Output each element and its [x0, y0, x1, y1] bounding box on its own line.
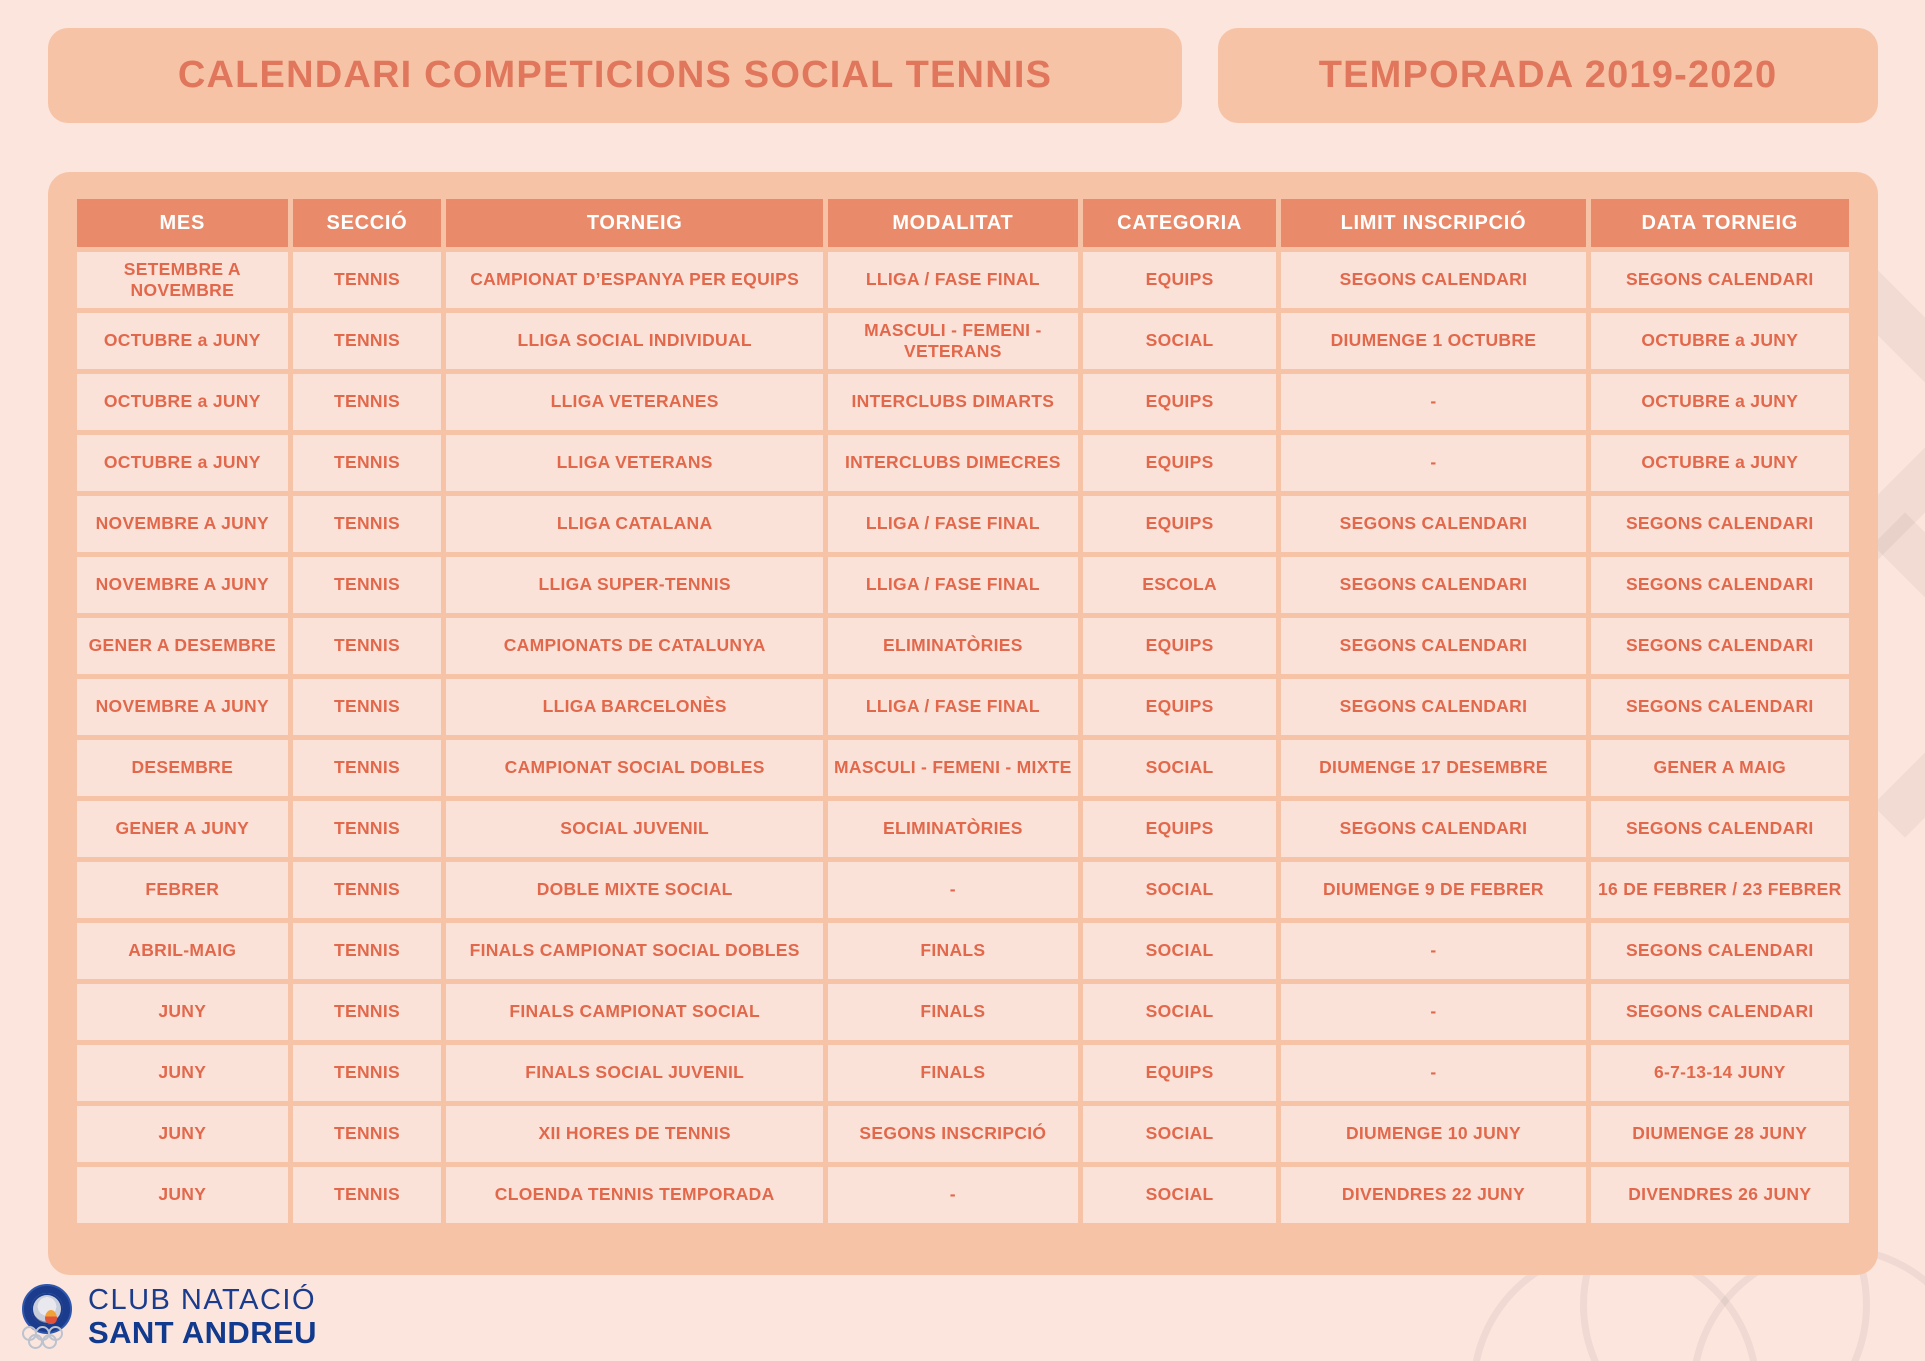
- column-header-limit: LIMIT INSCRIPCIÓ: [1281, 199, 1585, 247]
- club-crest-icon: [18, 1284, 76, 1350]
- cell-categoria: EQUIPS: [1083, 252, 1277, 308]
- cell-seccio: TENNIS: [293, 496, 442, 552]
- cell-torneig: FINALS CAMPIONAT SOCIAL DOBLES: [446, 923, 822, 979]
- club-logo-text: [88, 1286, 317, 1348]
- cell-limit-inscripcio: DIUMENGE 9 DE FEBRER: [1281, 862, 1585, 918]
- cell-mes: JUNY: [77, 984, 288, 1040]
- cell-data-torneig: SEGONS CALENDARI: [1591, 984, 1849, 1040]
- season-label: TEMPORADA 2019-2020: [1318, 54, 1778, 96]
- table-row: [77, 252, 1849, 308]
- cell-limit-inscripcio: -: [1281, 984, 1585, 1040]
- cell-mes: OCTUBRE a JUNY: [77, 374, 288, 430]
- cell-mes: DESEMBRE: [77, 740, 288, 796]
- table-row: [77, 679, 1849, 735]
- cell-mes: JUNY: [77, 1045, 288, 1101]
- cell-categoria: EQUIPS: [1083, 801, 1277, 857]
- cell-data-torneig: SEGONS CALENDARI: [1591, 618, 1849, 674]
- page-header: [0, 0, 1925, 148]
- column-header-categoria: CATEGORIA: [1083, 199, 1277, 247]
- cell-mes: GENER A DESEMBRE: [77, 618, 288, 674]
- cell-data-torneig: SEGONS CALENDARI: [1591, 496, 1849, 552]
- cell-seccio: TENNIS: [293, 252, 442, 308]
- table-header-row: [77, 199, 1849, 247]
- calendar-panel: [48, 172, 1878, 1275]
- cell-categoria: EQUIPS: [1083, 679, 1277, 735]
- cell-torneig: FINALS CAMPIONAT SOCIAL: [446, 984, 822, 1040]
- cell-seccio: TENNIS: [293, 374, 442, 430]
- cell-mes: NOVEMBRE A JUNY: [77, 557, 288, 613]
- cell-torneig: XII HORES DE TENNIS: [446, 1106, 822, 1162]
- cell-torneig: LLIGA VETERANES: [446, 374, 822, 430]
- cell-categoria: EQUIPS: [1083, 1045, 1277, 1101]
- cell-modalitat: ELIMINATÒRIES: [828, 618, 1078, 674]
- table-row: [77, 923, 1849, 979]
- cell-torneig: SOCIAL JUVENIL: [446, 801, 822, 857]
- cell-torneig: LLIGA SOCIAL INDIVIDUAL: [446, 313, 822, 369]
- cell-limit-inscripcio: DIUMENGE 10 JUNY: [1281, 1106, 1585, 1162]
- cell-categoria: SOCIAL: [1083, 923, 1277, 979]
- cell-mes: GENER A JUNY: [77, 801, 288, 857]
- column-header-torneig: TORNEIG: [446, 199, 822, 247]
- cell-modalitat: SEGONS INSCRIPCIÓ: [828, 1106, 1078, 1162]
- page-title: CALENDARI COMPETICIONS SOCIAL TENNIS: [177, 54, 1053, 96]
- cell-modalitat: LLIGA / FASE FINAL: [828, 252, 1078, 308]
- cell-limit-inscripcio: -: [1281, 435, 1585, 491]
- column-header-mes: MES: [77, 199, 288, 247]
- cell-data-torneig: 6-7-13-14 JUNY: [1591, 1045, 1849, 1101]
- table-row: [77, 374, 1849, 430]
- cell-modalitat: -: [828, 1167, 1078, 1223]
- table-row: [77, 496, 1849, 552]
- cell-categoria: EQUIPS: [1083, 618, 1277, 674]
- cell-modalitat: ELIMINATÒRIES: [828, 801, 1078, 857]
- cell-limit-inscripcio: SEGONS CALENDARI: [1281, 496, 1585, 552]
- cell-seccio: TENNIS: [293, 618, 442, 674]
- table-row: [77, 740, 1849, 796]
- cell-mes: JUNY: [77, 1106, 288, 1162]
- cell-seccio: TENNIS: [293, 862, 442, 918]
- cell-seccio: TENNIS: [293, 435, 442, 491]
- cell-seccio: TENNIS: [293, 801, 442, 857]
- cell-seccio: TENNIS: [293, 1045, 442, 1101]
- cell-mes: JUNY: [77, 1167, 288, 1223]
- table-row: [77, 1045, 1849, 1101]
- cell-limit-inscripcio: DIVENDRES 22 JUNY: [1281, 1167, 1585, 1223]
- competition-calendar-table: [72, 194, 1854, 1228]
- cell-categoria: SOCIAL: [1083, 1106, 1277, 1162]
- cell-data-torneig: OCTUBRE a JUNY: [1591, 313, 1849, 369]
- cell-data-torneig: OCTUBRE a JUNY: [1591, 435, 1849, 491]
- cell-seccio: TENNIS: [293, 984, 442, 1040]
- cell-data-torneig: GENER A MAIG: [1591, 740, 1849, 796]
- club-logo-line-1: CLUB NATACIÓ: [88, 1284, 317, 1316]
- cell-torneig: CAMPIONAT SOCIAL DOBLES: [446, 740, 822, 796]
- cell-modalitat: LLIGA / FASE FINAL: [828, 679, 1078, 735]
- cell-seccio: TENNIS: [293, 740, 442, 796]
- table-body: [77, 252, 1849, 1223]
- cell-mes: OCTUBRE a JUNY: [77, 435, 288, 491]
- cell-torneig: DOBLE MIXTE SOCIAL: [446, 862, 822, 918]
- olympic-rings-icon: [22, 1324, 72, 1350]
- cell-categoria: EQUIPS: [1083, 374, 1277, 430]
- cell-data-torneig: SEGONS CALENDARI: [1591, 923, 1849, 979]
- cell-data-torneig: SEGONS CALENDARI: [1591, 252, 1849, 308]
- table-row: [77, 984, 1849, 1040]
- cell-data-torneig: OCTUBRE a JUNY: [1591, 374, 1849, 430]
- cell-torneig: CLOENDA TENNIS TEMPORADA: [446, 1167, 822, 1223]
- cell-modalitat: FINALS: [828, 984, 1078, 1040]
- cell-modalitat: MASCULI - FEMENI - VETERANS: [828, 313, 1078, 369]
- cell-torneig: CAMPIONAT D’ESPANYA PER EQUIPS: [446, 252, 822, 308]
- cell-limit-inscripcio: SEGONS CALENDARI: [1281, 618, 1585, 674]
- cell-modalitat: INTERCLUBS DIMECRES: [828, 435, 1078, 491]
- table-header: [77, 199, 1849, 247]
- cell-seccio: TENNIS: [293, 923, 442, 979]
- cell-categoria: SOCIAL: [1083, 984, 1277, 1040]
- cell-seccio: TENNIS: [293, 557, 442, 613]
- table-row: [77, 1106, 1849, 1162]
- cell-data-torneig: DIVENDRES 26 JUNY: [1591, 1167, 1849, 1223]
- cell-torneig: LLIGA VETERANS: [446, 435, 822, 491]
- cell-modalitat: FINALS: [828, 923, 1078, 979]
- cell-modalitat: -: [828, 862, 1078, 918]
- cell-modalitat: FINALS: [828, 1045, 1078, 1101]
- crest-flame-icon: [45, 1310, 57, 1324]
- cell-mes: FEBRER: [77, 862, 288, 918]
- column-header-data: DATA TORNEIG: [1591, 199, 1849, 247]
- cell-mes: SETEMBRE A NOVEMBRE: [77, 252, 288, 308]
- cell-torneig: LLIGA SUPER-TENNIS: [446, 557, 822, 613]
- table-row: [77, 557, 1849, 613]
- cell-limit-inscripcio: SEGONS CALENDARI: [1281, 679, 1585, 735]
- cell-limit-inscripcio: SEGONS CALENDARI: [1281, 557, 1585, 613]
- club-logo-line-2: SANT ANDREU: [88, 1315, 317, 1350]
- cell-mes: NOVEMBRE A JUNY: [77, 496, 288, 552]
- cell-categoria: EQUIPS: [1083, 496, 1277, 552]
- cell-categoria: SOCIAL: [1083, 313, 1277, 369]
- cell-seccio: TENNIS: [293, 1106, 442, 1162]
- column-header-seccio: SECCIÓ: [293, 199, 442, 247]
- cell-limit-inscripcio: -: [1281, 923, 1585, 979]
- cell-torneig: FINALS SOCIAL JUVENIL: [446, 1045, 822, 1101]
- cell-limit-inscripcio: -: [1281, 1045, 1585, 1101]
- table-row: [77, 801, 1849, 857]
- cell-categoria: SOCIAL: [1083, 862, 1277, 918]
- cell-data-torneig: SEGONS CALENDARI: [1591, 679, 1849, 735]
- cell-data-torneig: SEGONS CALENDARI: [1591, 801, 1849, 857]
- cell-limit-inscripcio: DIUMENGE 17 DESEMBRE: [1281, 740, 1585, 796]
- table-row: [77, 1167, 1849, 1223]
- cell-torneig: LLIGA CATALANA: [446, 496, 822, 552]
- cell-categoria: ESCOLA: [1083, 557, 1277, 613]
- cell-limit-inscripcio: DIUMENGE 1 OCTUBRE: [1281, 313, 1585, 369]
- table-row: [77, 618, 1849, 674]
- cell-limit-inscripcio: SEGONS CALENDARI: [1281, 252, 1585, 308]
- cell-categoria: EQUIPS: [1083, 435, 1277, 491]
- cell-limit-inscripcio: SEGONS CALENDARI: [1281, 801, 1585, 857]
- cell-mes: OCTUBRE a JUNY: [77, 313, 288, 369]
- cell-seccio: TENNIS: [293, 679, 442, 735]
- cell-mes: NOVEMBRE A JUNY: [77, 679, 288, 735]
- season-banner: [1218, 28, 1878, 123]
- table-row: [77, 313, 1849, 369]
- table-row: [77, 862, 1849, 918]
- cell-seccio: TENNIS: [293, 1167, 442, 1223]
- table-row: [77, 435, 1849, 491]
- cell-seccio: TENNIS: [293, 313, 442, 369]
- cell-modalitat: INTERCLUBS DIMARTS: [828, 374, 1078, 430]
- cell-data-torneig: SEGONS CALENDARI: [1591, 557, 1849, 613]
- cell-mes: ABRIL-MAIG: [77, 923, 288, 979]
- cell-data-torneig: DIUMENGE 28 JUNY: [1591, 1106, 1849, 1162]
- cell-torneig: LLIGA BARCELONÈS: [446, 679, 822, 735]
- cell-modalitat: MASCULI - FEMENI - MIXTE: [828, 740, 1078, 796]
- column-header-modalitat: MODALITAT: [828, 199, 1078, 247]
- club-logo: [18, 1284, 317, 1350]
- cell-data-torneig: 16 DE FEBRER / 23 FEBRER: [1591, 862, 1849, 918]
- cell-modalitat: LLIGA / FASE FINAL: [828, 557, 1078, 613]
- cell-categoria: SOCIAL: [1083, 740, 1277, 796]
- cell-categoria: SOCIAL: [1083, 1167, 1277, 1223]
- page-title-banner: [48, 28, 1182, 123]
- cell-modalitat: LLIGA / FASE FINAL: [828, 496, 1078, 552]
- cell-torneig: CAMPIONATS DE CATALUNYA: [446, 618, 822, 674]
- cell-limit-inscripcio: -: [1281, 374, 1585, 430]
